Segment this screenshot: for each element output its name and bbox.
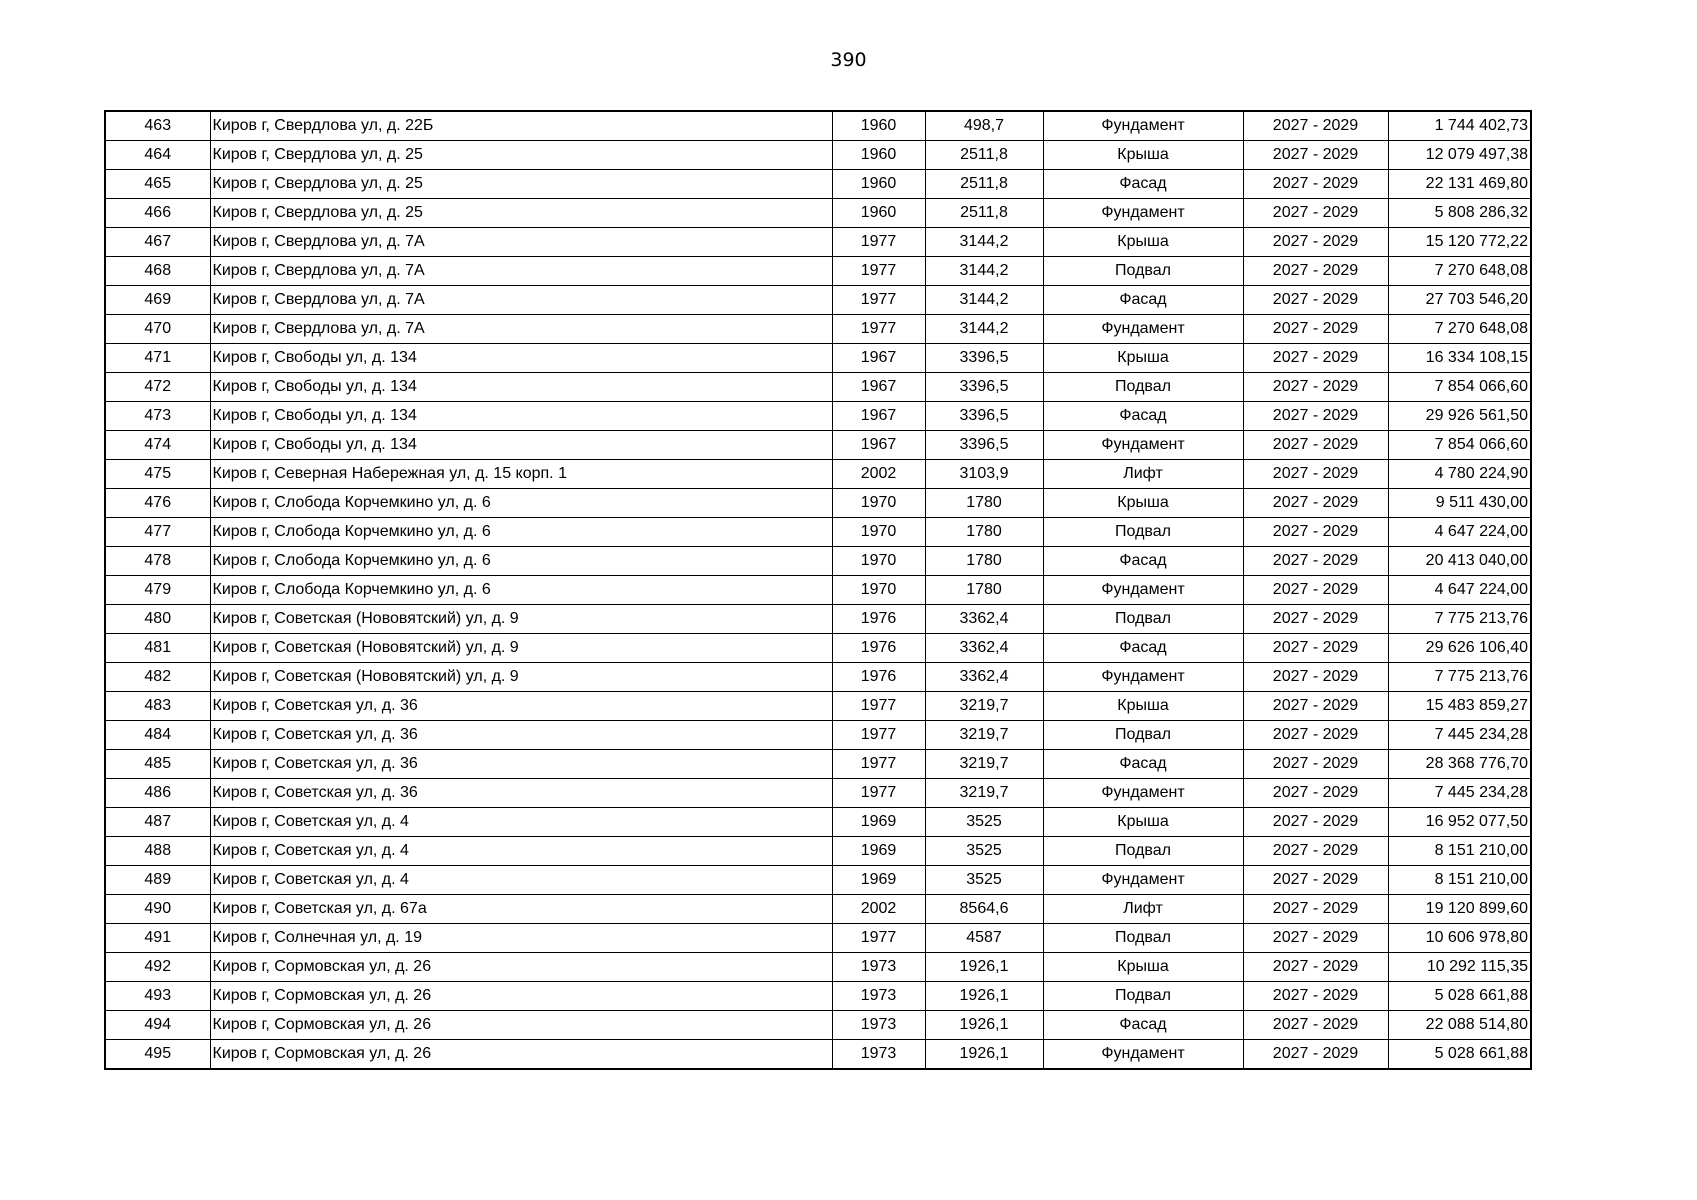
cell-period: 2027 - 2029 xyxy=(1243,141,1388,170)
cell-cost: 10 292 115,35 xyxy=(1388,953,1531,982)
table-row xyxy=(105,866,1531,895)
cell-area: 4587 xyxy=(925,924,1043,953)
cell-number: 468 xyxy=(105,257,210,286)
cell-work-type: Фундамент xyxy=(1043,315,1243,344)
cell-number: 480 xyxy=(105,605,210,634)
cell-number: 474 xyxy=(105,431,210,460)
cell-address: Киров г, Слобода Корчемкино ул, д. 6 xyxy=(210,547,832,576)
cell-work-type: Подвал xyxy=(1043,982,1243,1011)
cell-period: 2027 - 2029 xyxy=(1243,721,1388,750)
cell-area: 1780 xyxy=(925,547,1043,576)
cell-cost: 7 445 234,28 xyxy=(1388,721,1531,750)
cell-period: 2027 - 2029 xyxy=(1243,779,1388,808)
cell-number: 483 xyxy=(105,692,210,721)
cell-period: 2027 - 2029 xyxy=(1243,866,1388,895)
cell-year: 1960 xyxy=(832,141,925,170)
cell-year: 1967 xyxy=(832,344,925,373)
cell-work-type: Лифт xyxy=(1043,895,1243,924)
cell-number: 473 xyxy=(105,402,210,431)
cell-area: 3219,7 xyxy=(925,692,1043,721)
cell-cost: 4 647 224,00 xyxy=(1388,576,1531,605)
cell-number: 481 xyxy=(105,634,210,663)
cell-year: 1960 xyxy=(832,111,925,141)
cell-number: 492 xyxy=(105,953,210,982)
cell-address: Киров г, Сормовская ул, д. 26 xyxy=(210,1011,832,1040)
cell-address: Киров г, Слобода Корчемкино ул, д. 6 xyxy=(210,489,832,518)
cell-number: 469 xyxy=(105,286,210,315)
cell-area: 3396,5 xyxy=(925,344,1043,373)
cell-cost: 5 028 661,88 xyxy=(1388,1040,1531,1070)
cell-area: 3144,2 xyxy=(925,257,1043,286)
cell-work-type: Фундамент xyxy=(1043,576,1243,605)
cell-year: 1973 xyxy=(832,1011,925,1040)
cell-work-type: Подвал xyxy=(1043,924,1243,953)
cell-address: Киров г, Советская ул, д. 4 xyxy=(210,808,832,837)
cell-year: 1970 xyxy=(832,547,925,576)
cell-area: 3396,5 xyxy=(925,431,1043,460)
cell-number: 466 xyxy=(105,199,210,228)
cell-period: 2027 - 2029 xyxy=(1243,837,1388,866)
cell-work-type: Фасад xyxy=(1043,402,1243,431)
table-row xyxy=(105,547,1531,576)
cell-address: Киров г, Свободы ул, д. 134 xyxy=(210,402,832,431)
cell-area: 1780 xyxy=(925,489,1043,518)
cell-area: 2511,8 xyxy=(925,199,1043,228)
table-row xyxy=(105,344,1531,373)
cell-period: 2027 - 2029 xyxy=(1243,634,1388,663)
cell-area: 3144,2 xyxy=(925,228,1043,257)
cell-cost: 22 088 514,80 xyxy=(1388,1011,1531,1040)
page-number: 390 xyxy=(830,49,867,71)
cell-period: 2027 - 2029 xyxy=(1243,286,1388,315)
cell-cost: 29 926 561,50 xyxy=(1388,402,1531,431)
cell-cost: 16 952 077,50 xyxy=(1388,808,1531,837)
cell-address: Киров г, Свердлова ул, д. 22Б xyxy=(210,111,832,141)
cell-area: 1926,1 xyxy=(925,1040,1043,1070)
table-row xyxy=(105,518,1531,547)
cell-address: Киров г, Советская ул, д. 67а xyxy=(210,895,832,924)
cell-address: Киров г, Солнечная ул, д. 19 xyxy=(210,924,832,953)
cell-work-type: Фасад xyxy=(1043,170,1243,199)
cell-period: 2027 - 2029 xyxy=(1243,228,1388,257)
cell-period: 2027 - 2029 xyxy=(1243,547,1388,576)
cell-period: 2027 - 2029 xyxy=(1243,953,1388,982)
table-row xyxy=(105,199,1531,228)
cell-cost: 7 270 648,08 xyxy=(1388,315,1531,344)
cell-number: 487 xyxy=(105,808,210,837)
cell-work-type: Фасад xyxy=(1043,750,1243,779)
table-row xyxy=(105,953,1531,982)
cell-year: 1973 xyxy=(832,1040,925,1070)
cell-area: 3219,7 xyxy=(925,721,1043,750)
cell-number: 479 xyxy=(105,576,210,605)
table-row xyxy=(105,228,1531,257)
cell-number: 482 xyxy=(105,663,210,692)
table-row xyxy=(105,692,1531,721)
cell-number: 489 xyxy=(105,866,210,895)
cell-number: 495 xyxy=(105,1040,210,1070)
table-row xyxy=(105,1011,1531,1040)
cell-year: 1970 xyxy=(832,518,925,547)
cell-cost: 5 808 286,32 xyxy=(1388,199,1531,228)
cell-area: 3219,7 xyxy=(925,750,1043,779)
table-row xyxy=(105,431,1531,460)
cell-area: 2511,8 xyxy=(925,170,1043,199)
cell-period: 2027 - 2029 xyxy=(1243,344,1388,373)
table-row xyxy=(105,982,1531,1011)
cell-cost: 4 647 224,00 xyxy=(1388,518,1531,547)
cell-cost: 4 780 224,90 xyxy=(1388,460,1531,489)
cell-number: 477 xyxy=(105,518,210,547)
cell-number: 485 xyxy=(105,750,210,779)
cell-work-type: Фасад xyxy=(1043,547,1243,576)
cell-area: 3525 xyxy=(925,808,1043,837)
cell-cost: 8 151 210,00 xyxy=(1388,866,1531,895)
cell-cost: 15 120 772,22 xyxy=(1388,228,1531,257)
cell-work-type: Крыша xyxy=(1043,953,1243,982)
cell-period: 2027 - 2029 xyxy=(1243,315,1388,344)
cell-work-type: Фасад xyxy=(1043,1011,1243,1040)
cell-year: 1967 xyxy=(832,402,925,431)
cell-cost: 9 511 430,00 xyxy=(1388,489,1531,518)
table-row xyxy=(105,605,1531,634)
cell-address: Киров г, Советская (Нововятский) ул, д. 9 xyxy=(210,605,832,634)
cell-work-type: Крыша xyxy=(1043,344,1243,373)
cell-work-type: Крыша xyxy=(1043,228,1243,257)
cell-year: 1977 xyxy=(832,721,925,750)
repair-schedule-table xyxy=(104,110,1532,1070)
cell-work-type: Крыша xyxy=(1043,808,1243,837)
cell-work-type: Фундамент xyxy=(1043,199,1243,228)
table-row xyxy=(105,170,1531,199)
cell-cost: 19 120 899,60 xyxy=(1388,895,1531,924)
cell-cost: 20 413 040,00 xyxy=(1388,547,1531,576)
cell-year: 1970 xyxy=(832,576,925,605)
cell-work-type: Фундамент xyxy=(1043,779,1243,808)
cell-address: Киров г, Свердлова ул, д. 7А xyxy=(210,257,832,286)
cell-address: Киров г, Свердлова ул, д. 7А xyxy=(210,228,832,257)
cell-year: 1977 xyxy=(832,257,925,286)
cell-year: 1976 xyxy=(832,634,925,663)
table-row xyxy=(105,779,1531,808)
cell-address: Киров г, Свердлова ул, д. 25 xyxy=(210,199,832,228)
cell-address: Киров г, Советская ул, д. 36 xyxy=(210,721,832,750)
cell-number: 471 xyxy=(105,344,210,373)
table-row xyxy=(105,634,1531,663)
cell-number: 478 xyxy=(105,547,210,576)
cell-period: 2027 - 2029 xyxy=(1243,170,1388,199)
cell-address: Киров г, Свердлова ул, д. 25 xyxy=(210,170,832,199)
cell-work-type: Крыша xyxy=(1043,141,1243,170)
cell-period: 2027 - 2029 xyxy=(1243,663,1388,692)
cell-area: 3525 xyxy=(925,837,1043,866)
cell-area: 3144,2 xyxy=(925,286,1043,315)
table-row xyxy=(105,1040,1531,1070)
cell-period: 2027 - 2029 xyxy=(1243,257,1388,286)
cell-cost: 7 445 234,28 xyxy=(1388,779,1531,808)
table-row xyxy=(105,286,1531,315)
cell-cost: 28 368 776,70 xyxy=(1388,750,1531,779)
cell-number: 484 xyxy=(105,721,210,750)
cell-number: 488 xyxy=(105,837,210,866)
cell-cost: 29 626 106,40 xyxy=(1388,634,1531,663)
cell-year: 1969 xyxy=(832,837,925,866)
cell-address: Киров г, Советская ул, д. 4 xyxy=(210,866,832,895)
cell-work-type: Фасад xyxy=(1043,286,1243,315)
table-row xyxy=(105,460,1531,489)
cell-period: 2027 - 2029 xyxy=(1243,1040,1388,1070)
table-row xyxy=(105,895,1531,924)
cell-area: 3362,4 xyxy=(925,634,1043,663)
cell-period: 2027 - 2029 xyxy=(1243,111,1388,141)
cell-area: 1926,1 xyxy=(925,982,1043,1011)
cell-area: 3396,5 xyxy=(925,373,1043,402)
table-row xyxy=(105,663,1531,692)
cell-address: Киров г, Советская (Нововятский) ул, д. 9 xyxy=(210,663,832,692)
table-row xyxy=(105,808,1531,837)
cell-work-type: Подвал xyxy=(1043,518,1243,547)
cell-year: 1970 xyxy=(832,489,925,518)
cell-cost: 7 270 648,08 xyxy=(1388,257,1531,286)
cell-area: 498,7 xyxy=(925,111,1043,141)
cell-year: 1976 xyxy=(832,605,925,634)
cell-cost: 7 775 213,76 xyxy=(1388,605,1531,634)
cell-area: 1780 xyxy=(925,518,1043,547)
cell-number: 486 xyxy=(105,779,210,808)
cell-period: 2027 - 2029 xyxy=(1243,402,1388,431)
cell-period: 2027 - 2029 xyxy=(1243,199,1388,228)
table-row xyxy=(105,721,1531,750)
cell-area: 2511,8 xyxy=(925,141,1043,170)
cell-period: 2027 - 2029 xyxy=(1243,1011,1388,1040)
table-row xyxy=(105,141,1531,170)
cell-area: 1926,1 xyxy=(925,953,1043,982)
cell-period: 2027 - 2029 xyxy=(1243,982,1388,1011)
cell-address: Киров г, Советская ул, д. 4 xyxy=(210,837,832,866)
cell-address: Киров г, Свободы ул, д. 134 xyxy=(210,373,832,402)
cell-address: Киров г, Сормовская ул, д. 26 xyxy=(210,982,832,1011)
cell-year: 1967 xyxy=(832,373,925,402)
cell-year: 1973 xyxy=(832,953,925,982)
cell-address: Киров г, Советская ул, д. 36 xyxy=(210,779,832,808)
cell-work-type: Крыша xyxy=(1043,489,1243,518)
cell-area: 3396,5 xyxy=(925,402,1043,431)
cell-address: Киров г, Свободы ул, д. 134 xyxy=(210,431,832,460)
cell-period: 2027 - 2029 xyxy=(1243,692,1388,721)
cell-year: 2002 xyxy=(832,460,925,489)
cell-address: Киров г, Советская ул, д. 36 xyxy=(210,692,832,721)
cell-cost: 12 079 497,38 xyxy=(1388,141,1531,170)
cell-work-type: Фасад xyxy=(1043,634,1243,663)
cell-work-type: Подвал xyxy=(1043,373,1243,402)
cell-cost: 27 703 546,20 xyxy=(1388,286,1531,315)
cell-period: 2027 - 2029 xyxy=(1243,605,1388,634)
cell-number: 465 xyxy=(105,170,210,199)
cell-cost: 8 151 210,00 xyxy=(1388,837,1531,866)
cell-number: 472 xyxy=(105,373,210,402)
table-row xyxy=(105,111,1531,141)
cell-year: 1977 xyxy=(832,315,925,344)
table-row xyxy=(105,402,1531,431)
cell-period: 2027 - 2029 xyxy=(1243,895,1388,924)
table-row xyxy=(105,750,1531,779)
cell-number: 493 xyxy=(105,982,210,1011)
cell-address: Киров г, Свердлова ул, д. 25 xyxy=(210,141,832,170)
cell-cost: 10 606 978,80 xyxy=(1388,924,1531,953)
table-body xyxy=(105,111,1531,1069)
cell-cost: 7 854 066,60 xyxy=(1388,431,1531,460)
cell-year: 1960 xyxy=(832,170,925,199)
cell-address: Киров г, Сормовская ул, д. 26 xyxy=(210,953,832,982)
cell-work-type: Подвал xyxy=(1043,837,1243,866)
cell-cost: 7 775 213,76 xyxy=(1388,663,1531,692)
cell-cost: 16 334 108,15 xyxy=(1388,344,1531,373)
cell-cost: 22 131 469,80 xyxy=(1388,170,1531,199)
cell-work-type: Подвал xyxy=(1043,605,1243,634)
cell-address: Киров г, Советская ул, д. 36 xyxy=(210,750,832,779)
cell-area: 3219,7 xyxy=(925,779,1043,808)
table-row xyxy=(105,924,1531,953)
cell-number: 491 xyxy=(105,924,210,953)
cell-number: 494 xyxy=(105,1011,210,1040)
table-row xyxy=(105,576,1531,605)
cell-area: 3362,4 xyxy=(925,605,1043,634)
cell-area: 3525 xyxy=(925,866,1043,895)
cell-year: 1977 xyxy=(832,228,925,257)
cell-number: 476 xyxy=(105,489,210,518)
cell-work-type: Подвал xyxy=(1043,257,1243,286)
cell-period: 2027 - 2029 xyxy=(1243,750,1388,779)
cell-work-type: Крыша xyxy=(1043,692,1243,721)
cell-work-type: Фундамент xyxy=(1043,663,1243,692)
cell-year: 1967 xyxy=(832,431,925,460)
cell-year: 1969 xyxy=(832,808,925,837)
table-row xyxy=(105,257,1531,286)
cell-work-type: Фундамент xyxy=(1043,866,1243,895)
table-row xyxy=(105,837,1531,866)
cell-year: 1977 xyxy=(832,779,925,808)
cell-cost: 5 028 661,88 xyxy=(1388,982,1531,1011)
cell-address: Киров г, Свердлова ул, д. 7А xyxy=(210,286,832,315)
cell-period: 2027 - 2029 xyxy=(1243,431,1388,460)
cell-year: 2002 xyxy=(832,895,925,924)
cell-year: 1976 xyxy=(832,663,925,692)
cell-address: Киров г, Слобода Корчемкино ул, д. 6 xyxy=(210,576,832,605)
cell-number: 475 xyxy=(105,460,210,489)
table-row xyxy=(105,315,1531,344)
cell-year: 1977 xyxy=(832,692,925,721)
cell-work-type: Подвал xyxy=(1043,721,1243,750)
cell-cost: 1 744 402,73 xyxy=(1388,111,1531,141)
cell-number: 463 xyxy=(105,111,210,141)
cell-year: 1977 xyxy=(832,750,925,779)
cell-period: 2027 - 2029 xyxy=(1243,373,1388,402)
cell-address: Киров г, Советская (Нововятский) ул, д. 9 xyxy=(210,634,832,663)
cell-work-type: Фундамент xyxy=(1043,431,1243,460)
cell-period: 2027 - 2029 xyxy=(1243,518,1388,547)
cell-year: 1969 xyxy=(832,866,925,895)
cell-year: 1977 xyxy=(832,286,925,315)
cell-address: Киров г, Свободы ул, д. 134 xyxy=(210,344,832,373)
cell-period: 2027 - 2029 xyxy=(1243,924,1388,953)
cell-address: Киров г, Свердлова ул, д. 7А xyxy=(210,315,832,344)
cell-period: 2027 - 2029 xyxy=(1243,489,1388,518)
cell-area: 3144,2 xyxy=(925,315,1043,344)
cell-work-type: Фундамент xyxy=(1043,111,1243,141)
cell-period: 2027 - 2029 xyxy=(1243,576,1388,605)
cell-address: Киров г, Северная Набережная ул, д. 15 корп. 1 xyxy=(210,460,832,489)
cell-address: Киров г, Слобода Корчемкино ул, д. 6 xyxy=(210,518,832,547)
cell-year: 1960 xyxy=(832,199,925,228)
cell-year: 1977 xyxy=(832,924,925,953)
cell-work-type: Фундамент xyxy=(1043,1040,1243,1070)
cell-year: 1973 xyxy=(832,982,925,1011)
cell-number: 490 xyxy=(105,895,210,924)
cell-cost: 15 483 859,27 xyxy=(1388,692,1531,721)
cell-area: 1780 xyxy=(925,576,1043,605)
cell-area: 8564,6 xyxy=(925,895,1043,924)
table-row xyxy=(105,489,1531,518)
cell-area: 3362,4 xyxy=(925,663,1043,692)
cell-period: 2027 - 2029 xyxy=(1243,808,1388,837)
cell-area: 1926,1 xyxy=(925,1011,1043,1040)
table-row xyxy=(105,373,1531,402)
cell-work-type: Лифт xyxy=(1043,460,1243,489)
cell-period: 2027 - 2029 xyxy=(1243,460,1388,489)
cell-area: 3103,9 xyxy=(925,460,1043,489)
cell-address: Киров г, Сормовская ул, д. 26 xyxy=(210,1040,832,1070)
cell-number: 470 xyxy=(105,315,210,344)
cell-cost: 7 854 066,60 xyxy=(1388,373,1531,402)
cell-number: 467 xyxy=(105,228,210,257)
cell-number: 464 xyxy=(105,141,210,170)
